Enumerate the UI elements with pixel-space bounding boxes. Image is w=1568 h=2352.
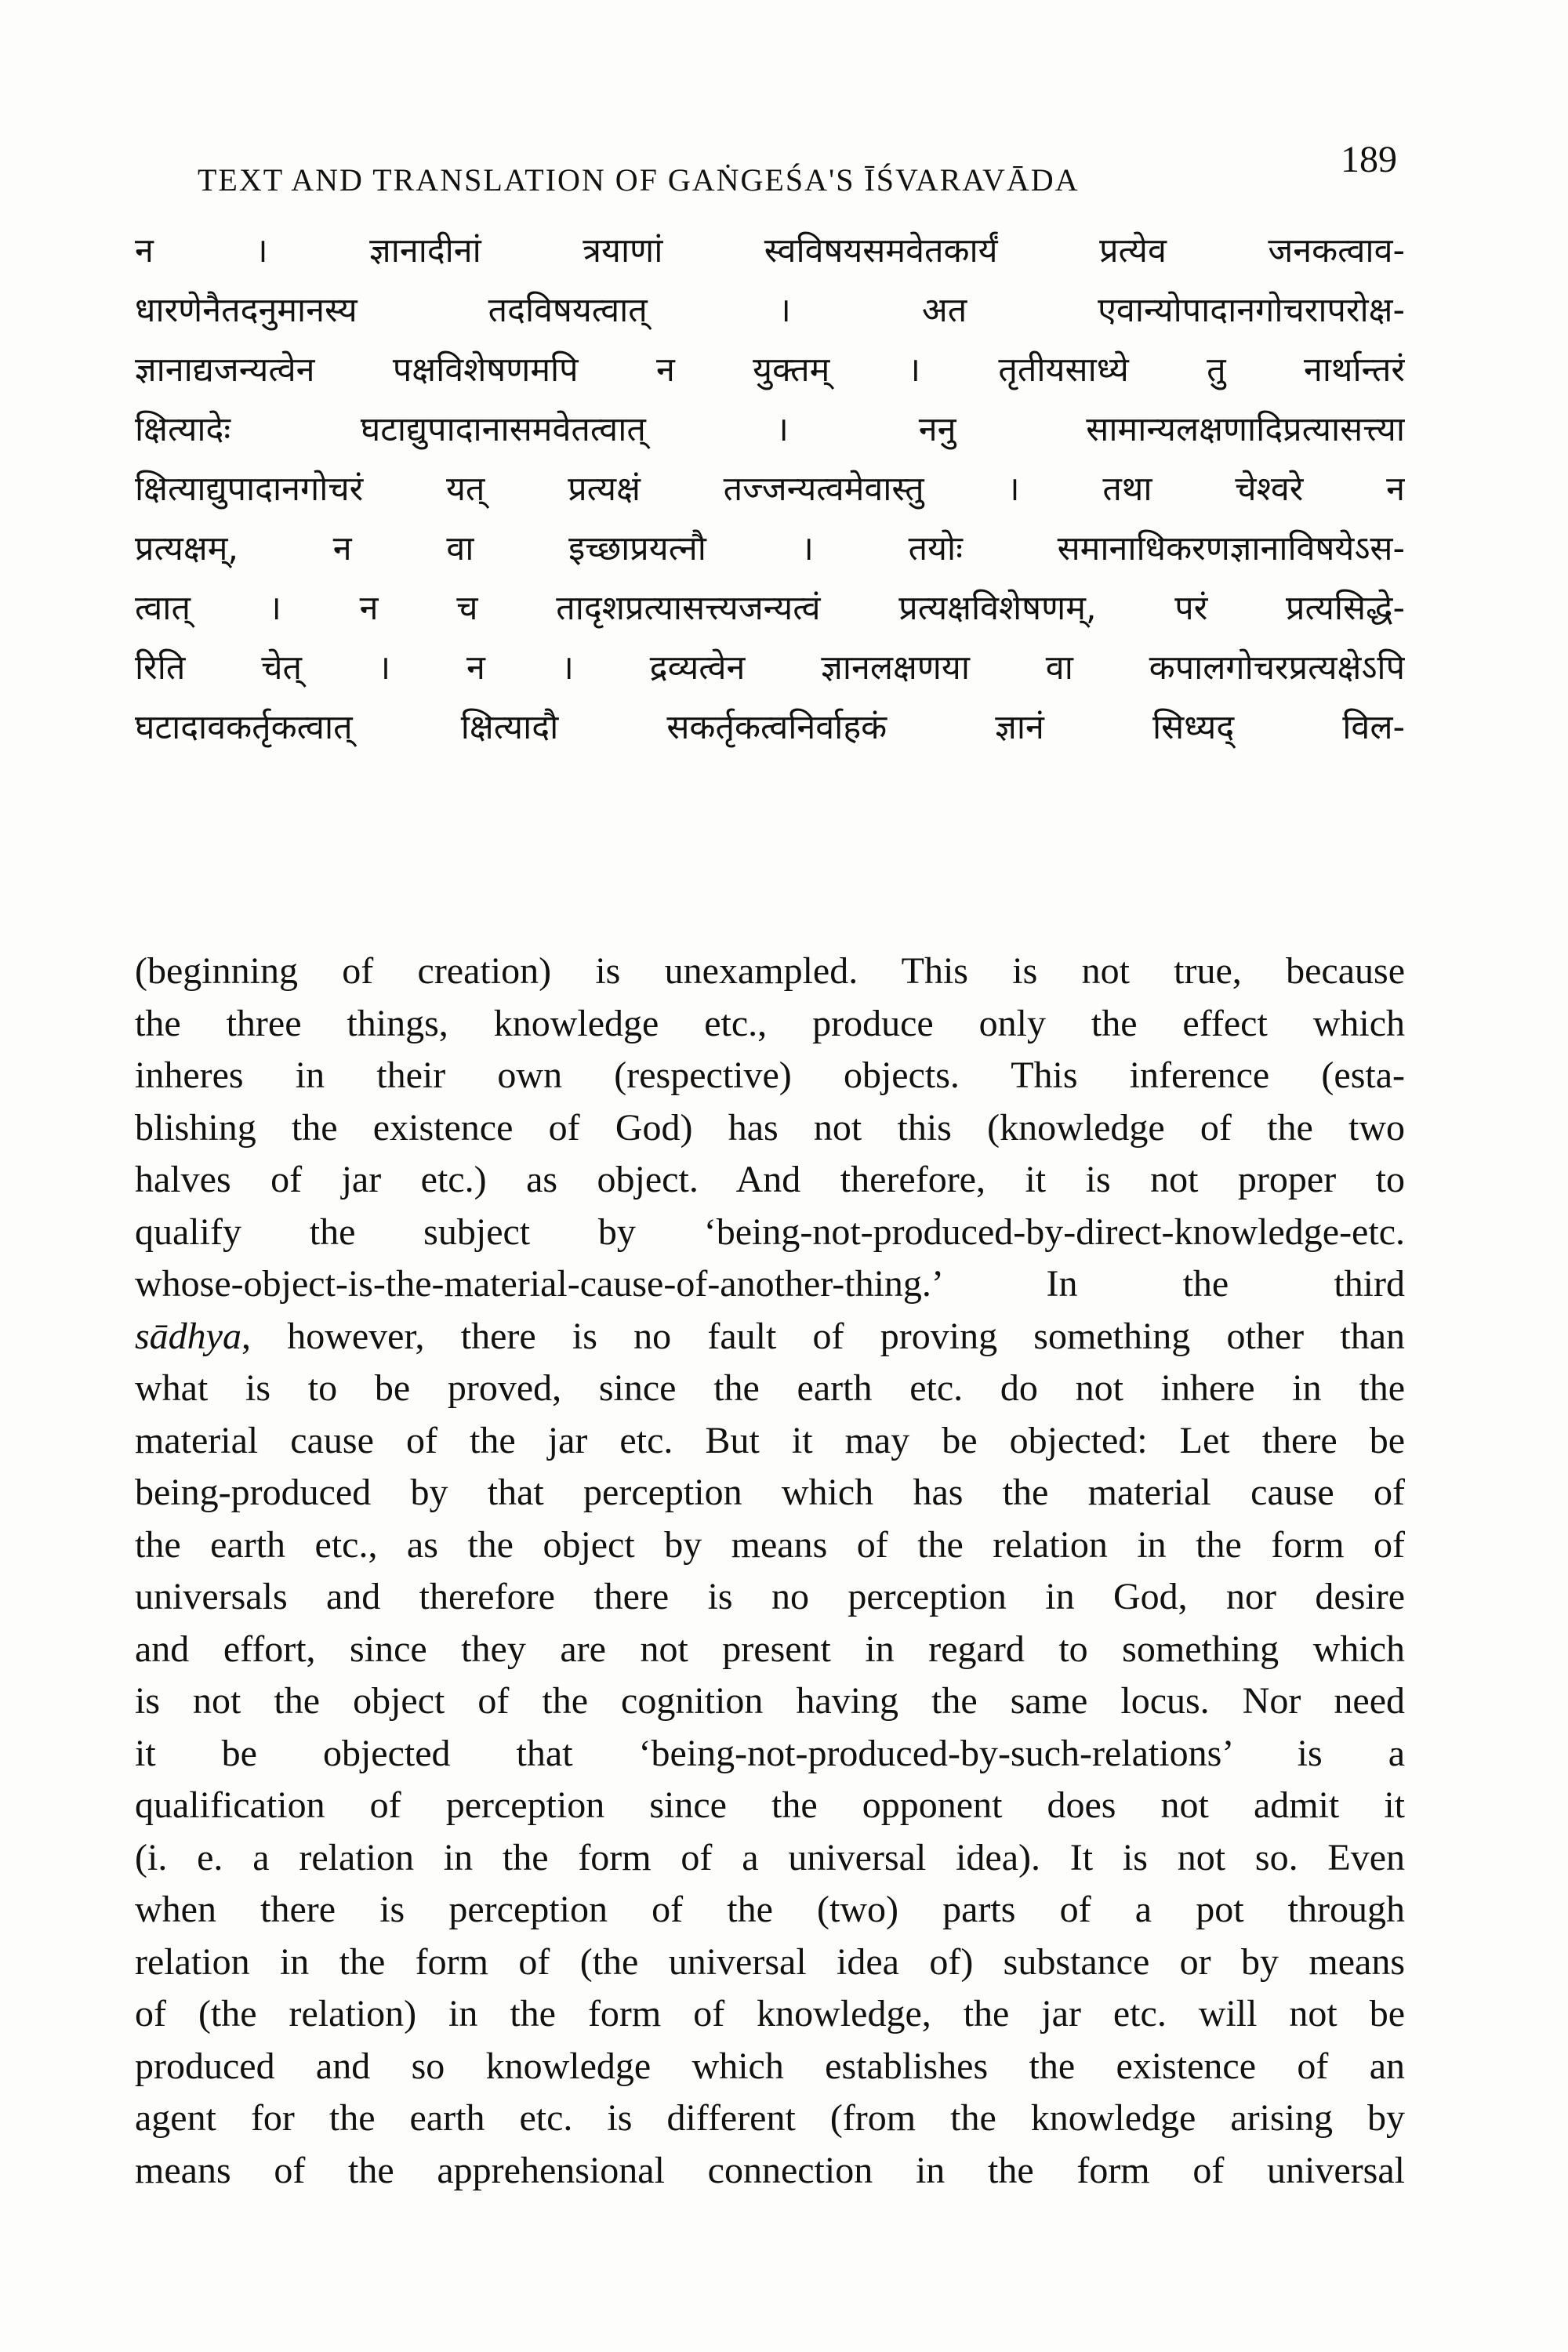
translation-line: means of the apprehensional connection in the form of universal xyxy=(135,2149,1405,2191)
translation-line: (i. e. a relation in the form of a universal idea). It is not so. Even xyxy=(135,1836,1405,1878)
translation-line: of (the relation) in the form of knowledge, the jar etc. will not be xyxy=(135,1993,1405,2034)
page-number: 189 xyxy=(1341,139,1397,180)
sanskrit-line: धारणेनैतदनुमानस्य तदविषयत्वात् । अत एवान्योपादानगोचरापरोक्ष- xyxy=(135,291,1405,330)
running-title: TEXT AND TRANSLATION OF GAṄGEŚA'S ĪŚVARAVĀDA xyxy=(198,162,1080,198)
sanskrit-line: घटादावकर्तृकत्वात् क्षित्यादौ सकर्तृकत्वनिर्वाहकं ज्ञानं सिध्यद् विल- xyxy=(135,708,1405,747)
translation-line: agent for the earth etc. is different (from the knowledge arising by xyxy=(135,2097,1405,2139)
translation-line: halves of jar etc.) as object. And therefore, it is not proper to xyxy=(135,1159,1405,1200)
translation-line: the earth etc., as the object by means of the relation in the form of xyxy=(135,1523,1405,1566)
translation-line: (beginning of creation) is unexampled. This is not true, because xyxy=(135,950,1405,992)
sanskrit-text-block xyxy=(135,221,1405,757)
sanskrit-line: प्रत्यक्षम्, न वा इच्छाप्रयत्नौ । तयोः समानाधिकरणज्ञानाविषयेऽस- xyxy=(135,529,1405,568)
running-head xyxy=(198,138,1397,201)
translation-line: the three things, knowledge etc., produce only the effect which xyxy=(135,1002,1405,1044)
sanskrit-line: रिति चेत् । न । द्रव्यत्वेन ज्ञानलक्षणया वा कपालगोचरप्रत्यक्षेऽपि xyxy=(135,648,1405,688)
translation-line: whose-object-is-the-material-cause-of-another-thing.’ In the third xyxy=(135,1263,1405,1305)
translation-line: and effort, since they are not present in regard to something which xyxy=(135,1628,1405,1670)
translation-text-block xyxy=(135,946,1405,2197)
translation-line: produced and so knowledge which establishes the existence of an xyxy=(135,2045,1405,2087)
translation-line: when there is perception of the (two) parts of a pot through xyxy=(135,1889,1405,1930)
translation-line: it be objected that ‘being-not-produced-by-such-relations’ is a xyxy=(135,1732,1405,1774)
sanskrit-line: क्षित्यादेः घटाद्युपादानासमवेतत्वात् । ननु सामान्यलक्षणादिप्रत्यासत्त्या xyxy=(135,410,1405,449)
translation-line: material cause of the jar etc. But it may be objected: Let there be xyxy=(135,1419,1405,1461)
translation-line: blishing the existence of God) has not this (knowledge of the two xyxy=(135,1106,1405,1149)
translation-line: relation in the form of (the universal idea of) substance or by means xyxy=(135,1940,1405,1983)
sanskrit-line: त्वात् । न च तादृशप्रत्यासत्त्यजन्यत्वं प्रत्यक्षविशेषणम्, परं प्रत्यसिद्धे- xyxy=(135,589,1405,628)
sanskrit-line: न । ज्ञानादीनां त्रयाणां स्वविषयसमवेतकार्यं प्रत्येव जनकत्वाव- xyxy=(135,231,1405,270)
translation-line: is not the object of the cognition having the same locus. Nor need xyxy=(135,1680,1405,1722)
translation-line: being-produced by that perception which has the material cause of xyxy=(135,1472,1405,1513)
sanskrit-line: क्षित्याद्युपादानगोचरं यत् प्रत्यक्षं तज्जन्यत्वमेवास्तु । तथा चेश्वरे न xyxy=(135,470,1405,509)
translation-line: what is to be proved, since the earth etc. do not inhere in the xyxy=(135,1367,1405,1409)
translation-line: qualify the subject by ‘being-not-produced-by-direct-knowledge-etc. xyxy=(135,1210,1405,1253)
translation-line: qualification of perception since the opponent does not admit it xyxy=(135,1784,1405,1826)
translation-line: universals and therefore there is no perception in God, nor desire xyxy=(135,1576,1405,1617)
translation-line: sādhya, however, there is no fault of proving something other than xyxy=(135,1315,1405,1357)
sanskrit-line: ज्ञानाद्यजन्यत्वेन पक्षविशेषणमपि न युक्तम् । तृतीयसाध्ये तु नार्थान्तरं xyxy=(135,350,1405,390)
translation-line: inheres in their own (respective) objects. This inference (esta- xyxy=(135,1054,1405,1096)
